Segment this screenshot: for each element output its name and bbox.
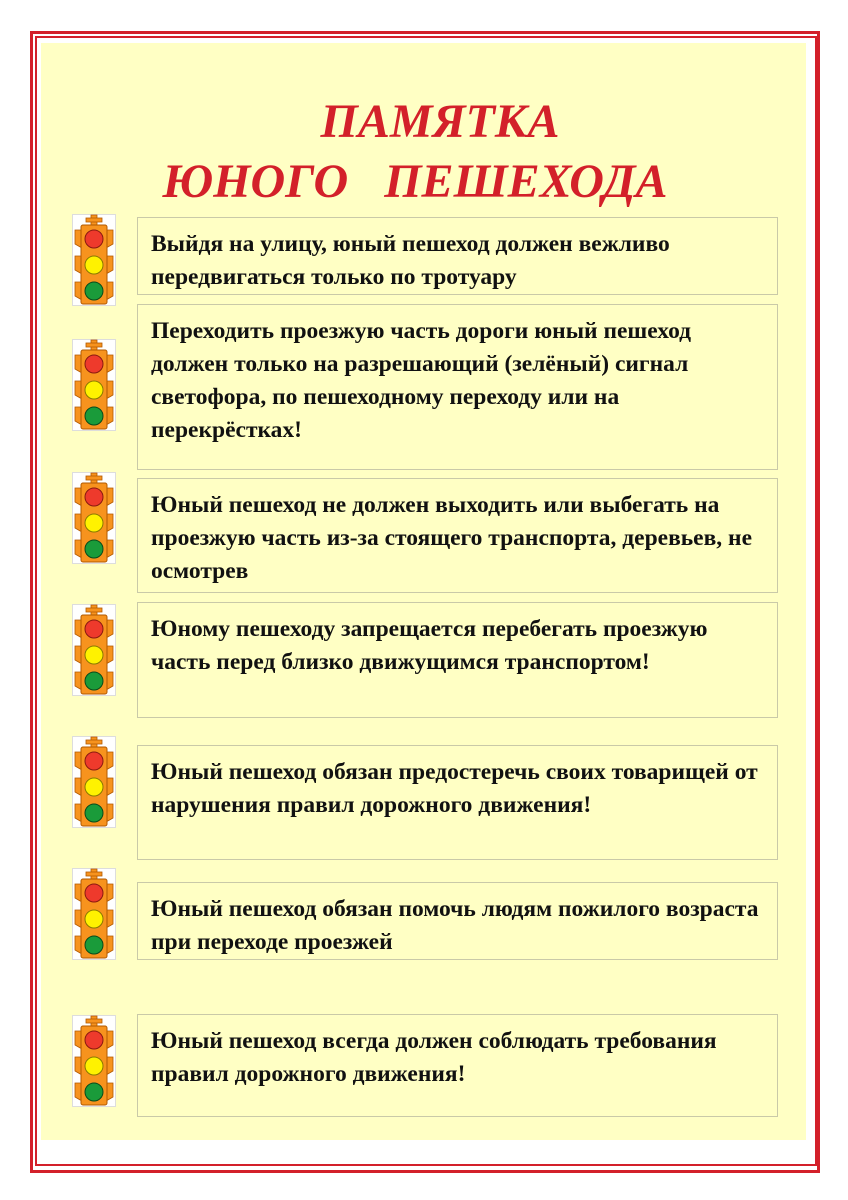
rule-text: Юный пешеход обязан предостеречь своих товарищей от нарушения правил дорожного движения! (151, 759, 758, 818)
rule-text: Юному пешеходу запрещается перебегать проезжую часть перед близко движущимся транспортом! (151, 616, 708, 675)
traffic-light-icon (72, 604, 116, 696)
rule-text: Переходить проезжую часть дороги юный пешеход должен только на разрешающий (зелёный) сигнал светофора, по пешеходному переходу или на перекрёстках! (151, 318, 692, 443)
rule-item (137, 602, 778, 718)
poster-title-line-1: ПАМЯТКА (320, 95, 560, 148)
traffic-light-icon (72, 868, 116, 960)
traffic-light-icon (72, 472, 116, 564)
rule-text: Юный пешеход не должен выходить или выбегать на проезжую часть из-за стоящего транспорта, деревьев, не осмотрев (151, 492, 753, 584)
rule-text: Выйдя на улицу, юный пешеход должен вежливо передвигаться только по тротуару (151, 231, 670, 290)
traffic-light-icon (72, 1015, 116, 1107)
rule-item (137, 304, 778, 470)
rule-item (137, 882, 778, 960)
poster-title-line-2: ЮНОГО ПЕШЕХОДА (162, 155, 668, 208)
traffic-light-icon (72, 339, 116, 431)
rule-text: Юный пешеход всегда должен соблюдать требования правил дорожного движения! (151, 1028, 717, 1087)
rule-item (137, 745, 778, 860)
traffic-light-icon (72, 736, 116, 828)
rule-item (137, 478, 778, 593)
rule-text: Юный пешеход обязан помочь людям пожилого возраста при переходе проезжей (151, 896, 759, 955)
traffic-light-icon (72, 214, 116, 306)
rule-item (137, 1014, 778, 1117)
rule-item (137, 217, 778, 295)
